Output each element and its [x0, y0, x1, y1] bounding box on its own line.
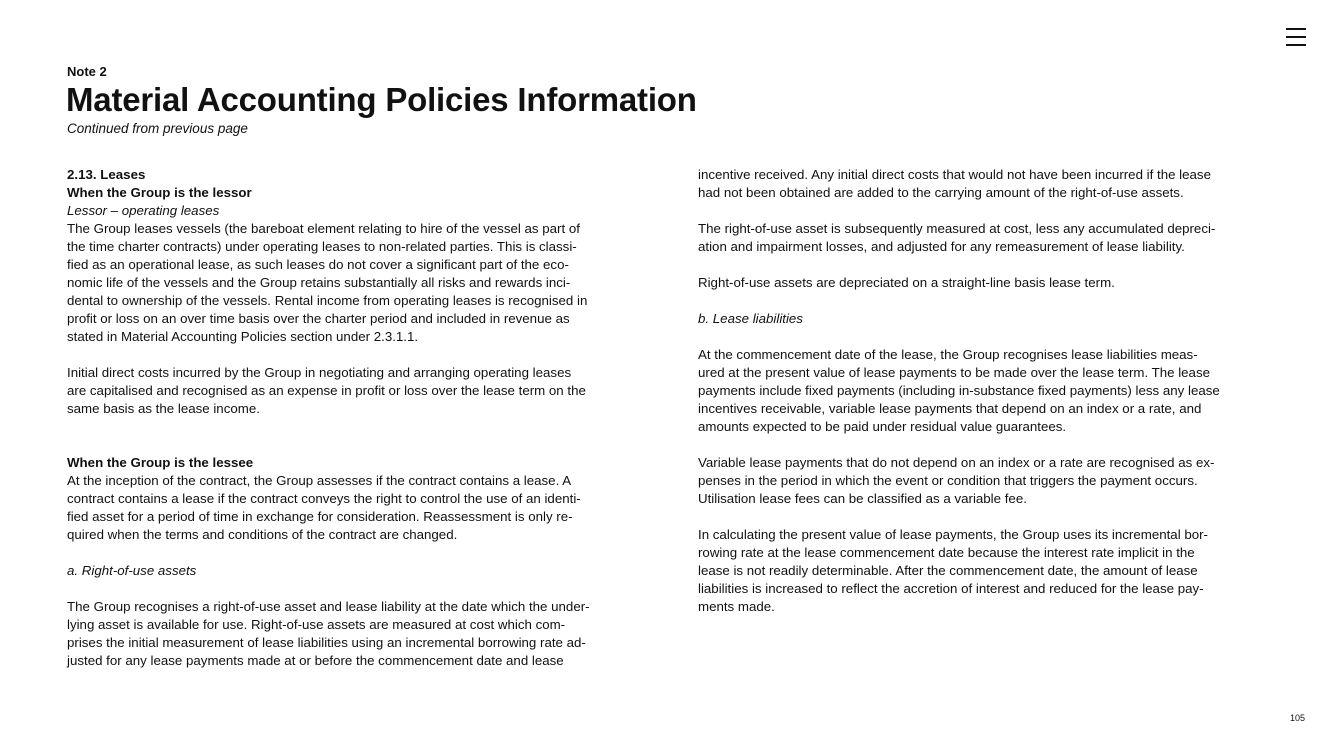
- liabilities-paragraph: [698, 346, 1270, 436]
- section-heading: 2.13. Leases: [67, 167, 146, 182]
- text-line: At the commencement date of the lease, the Group recognises lease liabilities meas-: [698, 347, 1198, 362]
- initial-costs-paragraph: [67, 364, 639, 418]
- text-line: amounts expected to be paid under residual value guarantees.: [698, 419, 1067, 434]
- text-line: dental to ownership of the vessels. Rental income from operating leases is recognised in: [67, 293, 588, 308]
- lessor-paragraph: [67, 220, 639, 346]
- text-line: The right-of-use asset is subsequently measured at cost, less any accumulated depreci-: [698, 221, 1216, 236]
- depreciation-paragraph: Right-of-use assets are depreciated on a straight-line basis lease term.: [698, 275, 1115, 290]
- text-line: nomic life of the vessels and the Group retains substantially all risks and rewards inci-: [67, 275, 571, 290]
- menu-bar: [1286, 44, 1306, 46]
- rou-heading: a. Right-of-use assets: [67, 563, 197, 578]
- page-subtitle: Continued from previous page: [67, 121, 248, 136]
- text-line: ments made.: [698, 599, 775, 614]
- text-line: Initial direct costs incurred by the Group in negotiating and arranging operating leases: [67, 365, 572, 380]
- text-line: fied as an operational lease, as such leases do not cover a significant part of the eco-: [67, 257, 569, 272]
- text-line: lease is not readily determinable. After the commencement date, the amount of lease: [698, 563, 1198, 578]
- lessor-subheading: Lessor – operating leases: [67, 203, 220, 218]
- text-line: Utilisation lease fees can be classified as a variable fee.: [698, 491, 1027, 506]
- left-column: [67, 166, 639, 670]
- text-line: stated in Material Accounting Policies section under 2.3.1.1.: [67, 329, 419, 344]
- text-line: justed for any lease payments made at or before the commencement date and lease: [67, 653, 564, 668]
- lessee-paragraph: [67, 472, 639, 544]
- text-line: ation and impairment losses, and adjusted for any remeasurement of lease liability.: [698, 239, 1185, 254]
- text-line: lying asset is available for use. Right-of-use assets are measured at cost which com-: [67, 617, 566, 632]
- measurement-paragraph: [698, 220, 1270, 256]
- text-line: In calculating the present value of lease payments, the Group uses its incremental bor-: [698, 527, 1208, 542]
- page-number: 105: [1290, 713, 1306, 723]
- text-line: The Group leases vessels (the bareboat element relating to hire of the vessel as part of: [67, 221, 580, 236]
- text-line: contract contains a lease if the contract conveys the right to control the use of an identi-: [67, 491, 581, 506]
- lessor-heading: When the Group is the lessor: [67, 185, 252, 200]
- text-line: incentive received. Any initial direct costs that would not have been incurred if the lease: [698, 167, 1211, 182]
- right-column: [698, 166, 1270, 616]
- menu-bar: [1286, 36, 1306, 38]
- text-line: profit or loss on an over time basis over the charter period and included in revenue as: [67, 311, 570, 326]
- text-line: ured at the present value of lease payments to be made over the lease term. The lease: [698, 365, 1210, 380]
- text-line: payments include fixed payments (including in-substance fixed payments) less any lease: [698, 383, 1220, 398]
- hamburger-menu-icon[interactable]: [1286, 28, 1306, 46]
- menu-bar: [1286, 28, 1306, 30]
- page-title: Material Accounting Policies Information: [66, 81, 697, 118]
- note-label: Note 2: [67, 64, 107, 79]
- rou-paragraph: [67, 598, 639, 670]
- text-line: penses in the period in which the event or condition that triggers the payment occurs.: [698, 473, 1198, 488]
- continuation-paragraph: [698, 166, 1270, 202]
- present-value-paragraph: [698, 526, 1270, 616]
- lessee-heading: When the Group is the lessee: [67, 455, 254, 470]
- text-line: fied asset for a period of time in exchange for consideration. Reassessment is only re-: [67, 509, 573, 524]
- text-line: the time charter contracts) under operating leases to non-related parties. This is classi-: [67, 239, 577, 254]
- variable-paragraph: [698, 454, 1270, 508]
- liabilities-heading: b. Lease liabilities: [698, 311, 803, 326]
- text-line: same basis as the lease income.: [67, 401, 260, 416]
- text-line: prises the initial measurement of lease liabilities using an incremental borrowing rate ad-: [67, 635, 586, 650]
- text-line: At the inception of the contract, the Group assesses if the contract contains a lease. A: [67, 473, 572, 488]
- text-line: are capitalised and recognised as an expense in profit or loss over the lease term on the: [67, 383, 586, 398]
- text-line: quired when the terms and conditions of the contract are changed.: [67, 527, 458, 542]
- text-line: Variable lease payments that do not depend on an index or a rate are recognised as ex-: [698, 455, 1215, 470]
- text-line: The Group recognises a right-of-use asset and lease liability at the date which the under-: [67, 599, 590, 614]
- text-line: had not been obtained are added to the carrying amount of the right-of-use assets.: [698, 185, 1184, 200]
- text-line: liabilities is increased to reflect the accretion of interest and reduced for the lease pay-: [698, 581, 1204, 596]
- text-line: incentives receivable, variable lease payments that depend on an index or a rate, and: [698, 401, 1202, 416]
- text-line: rowing rate at the lease commencement date because the interest rate implicit in the: [698, 545, 1195, 560]
